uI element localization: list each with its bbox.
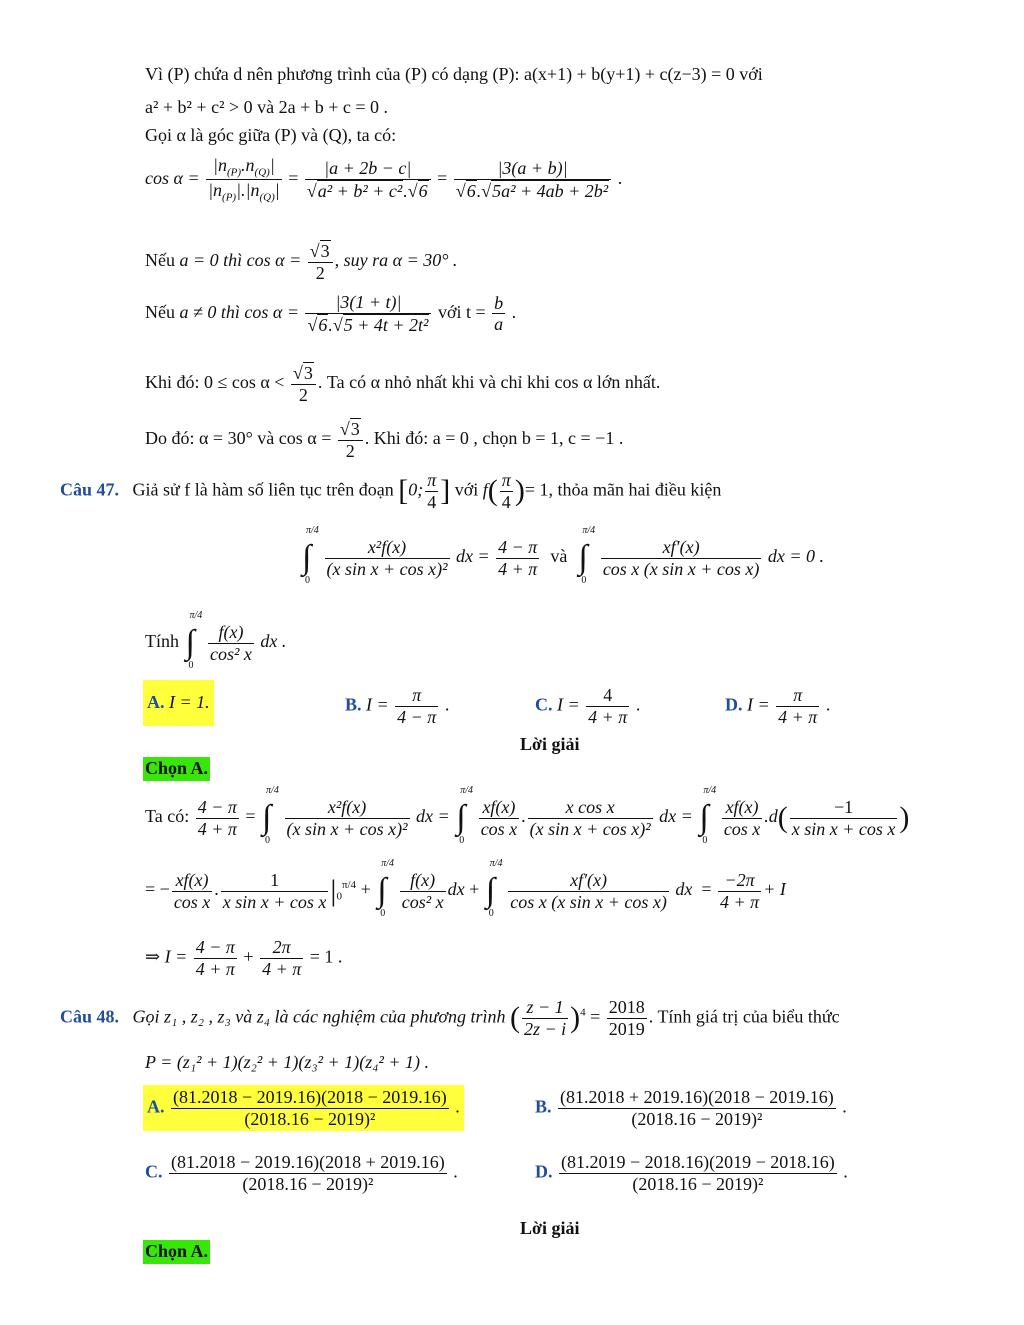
q48-choice: Chọn A. <box>143 1240 210 1264</box>
q48-option-c[interactable]: C. $\frac{(81.2018 - 2019.16)(2018 + 2019.16)}{\text{(2018.16 − 2019)²}}$ . <box>145 1152 458 1194</box>
line-do-do: Do đó: α = 30° và cos α = $\frac{√3}{2}$ . Khi đó: a = 0 , chọn b = 1, c = −1 . <box>145 419 624 461</box>
q48-label: Câu 48. <box>60 1006 120 1027</box>
q47-solution-step1: Ta có: $\frac{4 - \pi}{4 + \pi}$ = π/4 ∫ 0 $\frac{\text{x²f(x)}}{\text{(x sin x + cos x)²}}$ dx = π/4 ∫ 0 $\frac{xf(x)}{\text{cos x}}$ . $\frac{\text{x cos x}}{\text{(x sin x + cos x)²}}$ dx = π/4 ∫ 0 $\frac{xf(x)}{\text{cos x}}$ .d( $\frac{-1}{\text{x sin x + cos x}}$ ) <box>145 785 910 846</box>
q48-option-d[interactable]: D. $\frac{(81.2019 - 2018.16)(2019 - 2018.16)}{\text{(2018.16 − 2019)²}}$ . <box>535 1152 848 1194</box>
cos-alpha-formula: cos α = $\frac{|n_{(P)}.n_{(Q)}|}{|n_{(P)}|.|n_{(Q)}|}$ = $\frac{|a + 2b - c|}{\text{√a² + b² + c².√6}}$ = $\frac{|3(a + b)|}{\text{√6.√5a² + 4ab + 2b²}}$ . <box>145 155 623 204</box>
case-a-nonzero: Nếu a ≠ 0 thì cos α = $\frac{|3(1 + t)|}{\text{√6.√5 + 4t + 2t²}}$ với t = $\frac{b}{a}$ . <box>145 292 517 335</box>
line-khi-do: Khi đó: 0 ≤ cos α < $\frac{√3}{2}$ . Ta có α nhỏ nhất khi và chỉ khi cos α lớn nhất. <box>145 363 661 405</box>
q48-option-b[interactable]: B. $\frac{(81.2018 + 2019.16)(2018 - 2019.16)}{\text{(2018.16 − 2019)²}}$ . <box>535 1087 847 1129</box>
q47-solution-heading: Lời giải <box>520 734 580 754</box>
q48-expression: P = (z₁² + 1)(z₂² + 1)(z₃² + 1)(z₄² + 1) . <box>145 1052 429 1072</box>
q48-option-a[interactable]: A. $\frac{(81.2018 - 2019.16)(2018 - 2019.16)}{\text{(2018.16 − 2019)²}}$ . <box>143 1085 464 1131</box>
q47-compute: Tính π/4 ∫ 0 $\frac{f(x)}{\text{cos² x}}$ dx . <box>145 610 287 671</box>
q47-option-b[interactable]: B. I = $\frac{\pi}{4 - \pi}$ . <box>345 685 450 727</box>
q47-option-a[interactable]: A. I = 1. <box>143 680 214 726</box>
line-angle-intro: Gọi α là góc giữa (P) và (Q), ta có: <box>145 125 397 145</box>
q47-label: Câu 47. <box>60 479 120 500</box>
line-plane-condition: a² + b² + c² > 0 và 2a + b + c = 0 . <box>145 97 389 117</box>
line-plane-form: Vì (P) chứa d nên phương trình của (P) có dạng (P): a(x+1) + b(y+1) + c(z−3) = 0 với <box>145 64 763 84</box>
q47-conditions: π/4 ∫ 0 $\frac{\text{x²f(x)}}{\text{(x sin x + cos x)²}}$ dx = $\frac{4 - \pi}{4 + \pi}$ và π/4 ∫ 0 $\frac{xf'(x)}{\text{cos x (x sin x + cos x)}}$ dx = 0 . <box>302 525 825 586</box>
q47-solution-step3: ⇒ I = $\frac{4 - \pi}{4 + \pi}$ + $\frac{2\pi}{4 + \pi}$ = 1 . <box>145 937 343 979</box>
q47-statement: Câu 47. Giả sử f là hàm số liên tục trên đoạn [0; $\frac{\pi}{4}$ ] với f( $\frac{\pi}{4}$ )= 1, thỏa mãn hai điều kiện <box>60 470 722 512</box>
q47-option-c[interactable]: C. I = $\frac{4}{4 + \pi}$ . <box>535 685 641 727</box>
q47-choice: Chọn A. <box>143 757 210 781</box>
q48-solution-heading: Lời giải <box>520 1218 580 1238</box>
q47-option-d[interactable]: D. I = $\frac{\pi}{4 + \pi}$ . <box>725 685 831 727</box>
case-a-zero: Nếu a = 0 thì cos α = $\frac{√3}{2}$ , suy ra α = 30° . <box>145 241 458 283</box>
q48-statement: Câu 48. Gọi z₁ , z₂ , z₃ và z₄ là các nghiệm của phương trình ( $\frac{z - 1}{2z - i}$ )$^4$ = $\frac{2018}{2019}$ . Tính giá trị của biểu thức <box>60 997 840 1039</box>
q47-solution-step2: = − $\frac{xf(x)}{\text{cos x}}$ . $\frac{1}{\text{x sin x + cos x}}$ $|_0^{\pi/4}$ + π/4 ∫ 0 $\frac{f(x)}{\text{cos² x}}$ dx + π/4 ∫ 0 $\frac{xf'(x)}{\text{cos x (x sin x + cos x)}}$ dx = $\frac{-2\pi}{4 + \pi}$ + I <box>145 858 786 919</box>
